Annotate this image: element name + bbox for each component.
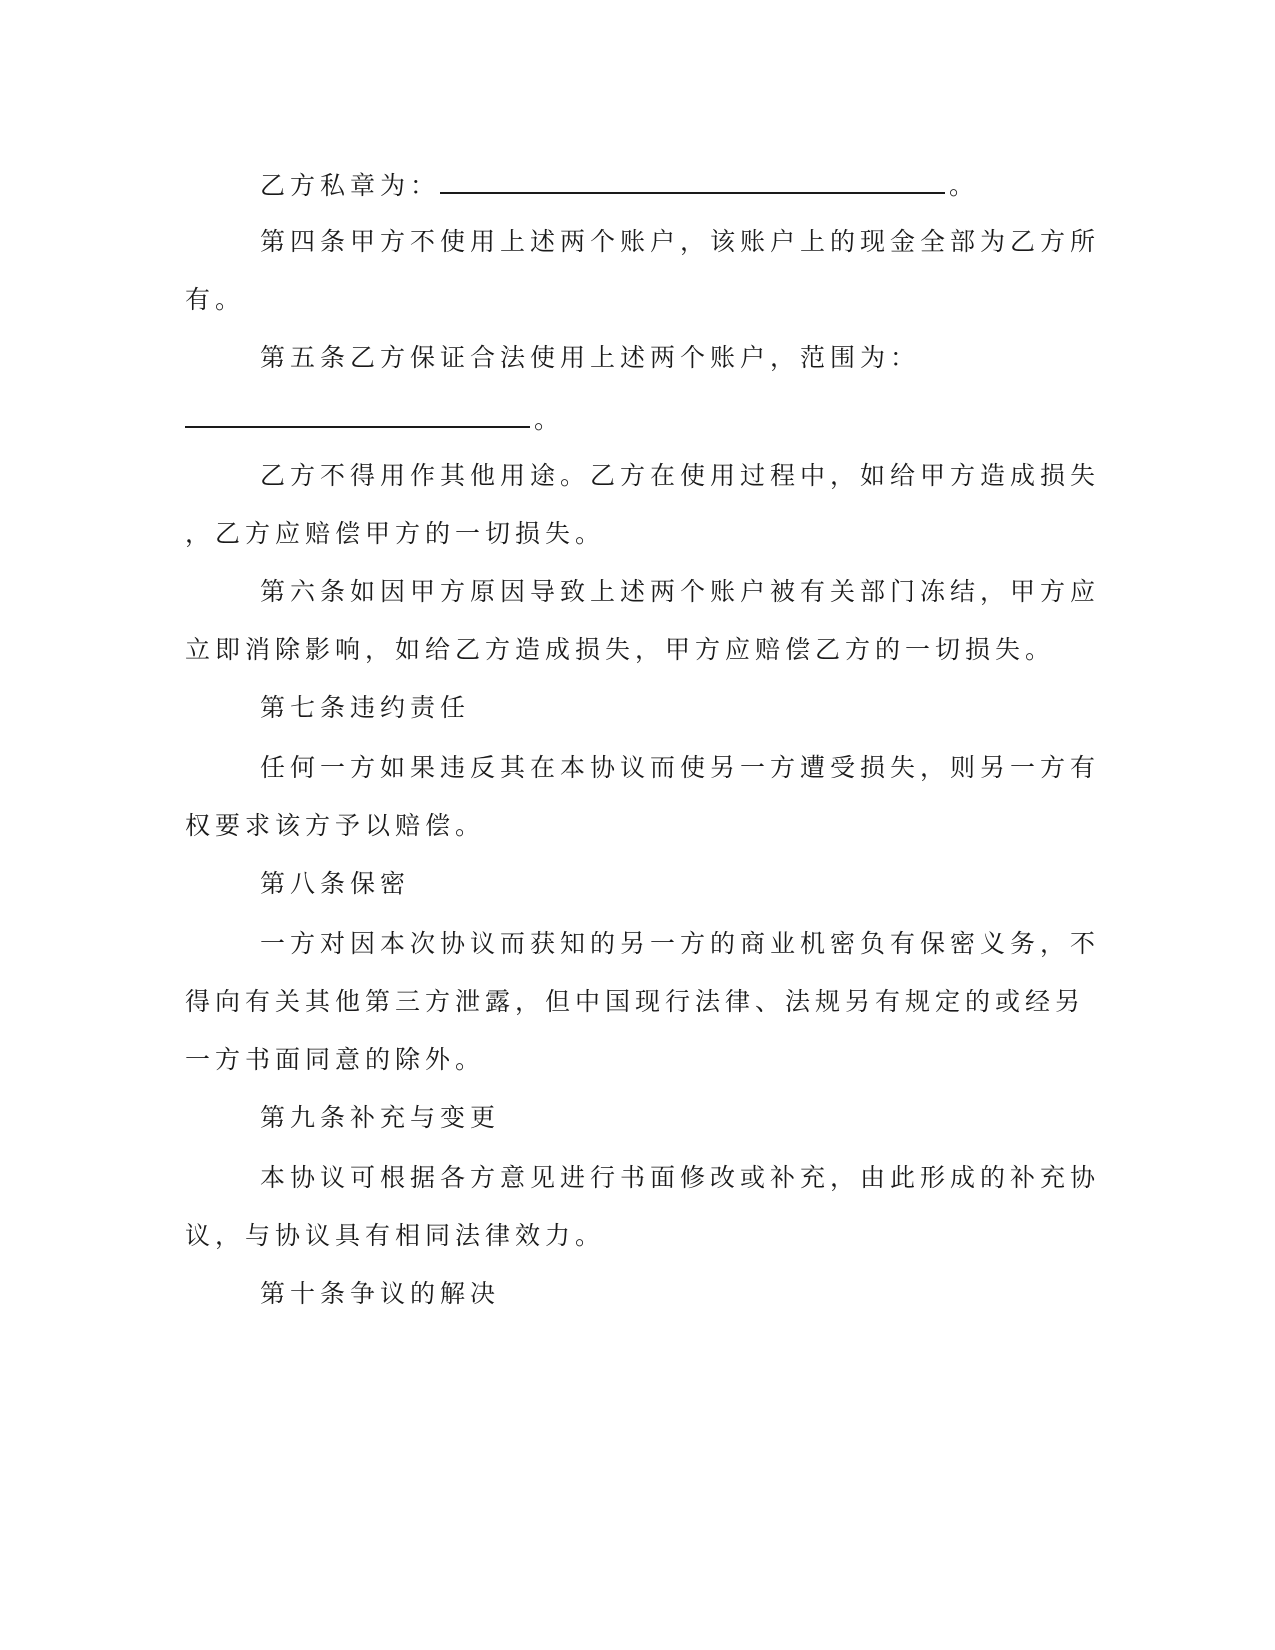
section-heading: 第七条违约责任: [260, 693, 471, 722]
text-line: 一方对因本次协议而获知的另一方的商业机密负有保密义务，不: [260, 929, 1101, 958]
section-heading: 第八条保密: [260, 869, 411, 898]
text-line: 得向有关其他第三方泄露，但中国现行法律、法规另有规定的或经另: [185, 987, 1086, 1016]
text-line: 有。: [185, 285, 246, 314]
text-line: 一方书面同意的除外。: [185, 1045, 486, 1074]
text-line: 乙方不得用作其他用途。乙方在使用过程中，如给甲方造成损失: [260, 461, 1101, 490]
text-line: 第四条甲方不使用上述两个账户，该账户上的现金全部为乙方所: [260, 227, 1101, 256]
text-line: [260, 164, 1065, 204]
line-suffix: 。: [534, 405, 565, 434]
text-line: 立即消除影响，如给乙方造成损失，甲方应赔偿乙方的一切损失。: [185, 635, 1056, 664]
signature-blank: [440, 164, 945, 194]
text-line: [185, 398, 1065, 438]
text-line: 第六条如因甲方原因导致上述两个账户被有关部门冻结，甲方应: [260, 577, 1101, 606]
scope-blank: [185, 398, 530, 428]
section-heading: 第十条争议的解决: [260, 1279, 501, 1308]
section-heading: 第九条补充与变更: [260, 1103, 501, 1132]
text-line: 第五条乙方保证合法使用上述两个账户，范围为：: [260, 343, 921, 372]
text-line: 本协议可根据各方意见进行书面修改或补充，由此形成的补充协: [260, 1163, 1101, 1192]
text-line: 议，与协议具有相同法律效力。: [185, 1221, 606, 1250]
text-line: ，乙方应赔偿甲方的一切损失。: [185, 519, 606, 548]
text-line: 任何一方如果违反其在本协议而使另一方遭受损失，则另一方有: [260, 753, 1101, 782]
text-line: 权要求该方予以赔偿。: [185, 811, 486, 840]
line-suffix: 。: [949, 171, 980, 200]
line-text: 乙方私章为：: [260, 171, 441, 200]
